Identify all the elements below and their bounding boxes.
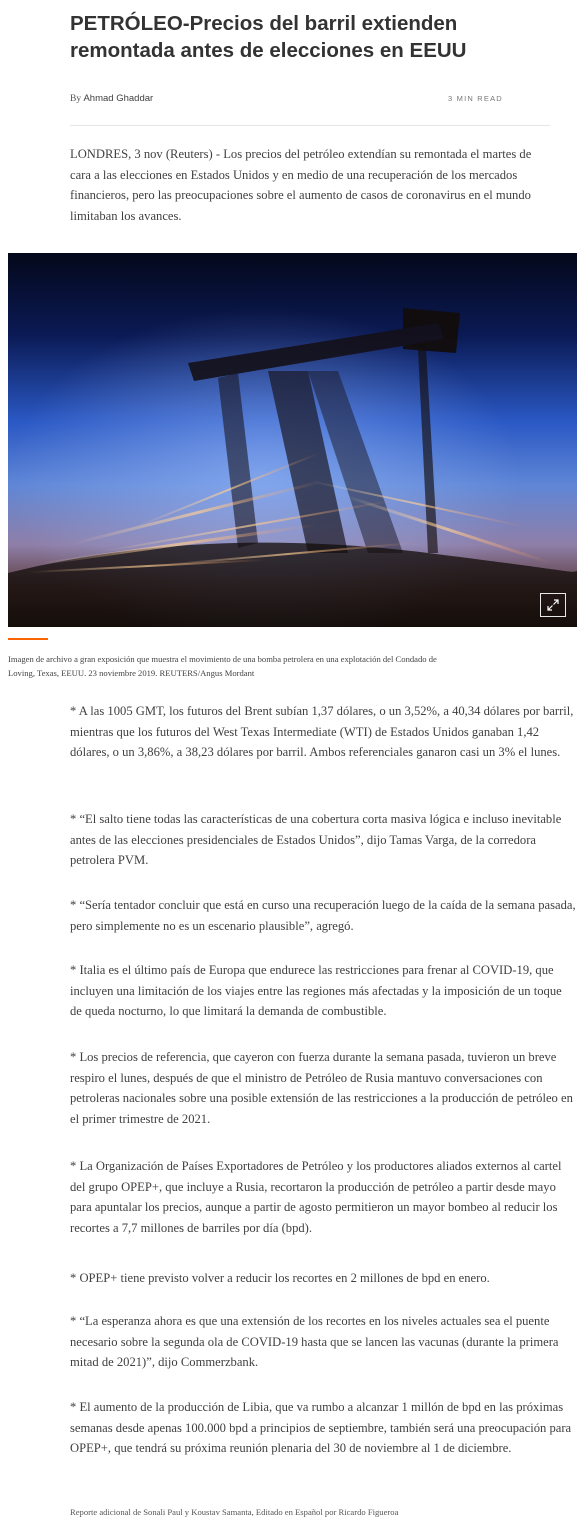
body-paragraph: * El aumento de la producción de Libia, que va rumbo a alcanzar 1 millón de bpd en las próximas semanas desde apenas 100.000 bpd a principios de septiembre, también será una preocupación para OPEP+, que tendrá su próxima reunión plenaria del 30 de noviembre al 1 de diciembre.: [70, 1400, 572, 1455]
body-paragraph: * Italia es el último país de Europa que endurece las restricciones para frenar al COVID-19, que incluyen una limitación de los viajes entre las regiones más afectadas y la imposición de un toque de queda nocturno, lo que limitará la demanda de combustible.: [70, 963, 562, 1018]
article-photo: [8, 253, 577, 627]
body-paragraph: * “El salto tiene todas las características de una cobertura corta masiva lógica e incluso inevitable antes de las elecciones presidenciales de Estados Unidos”, dijo Tamas Varga, de la corredora petrolera PVM.: [70, 812, 562, 867]
body-paragraph: * “La esperanza ahora es que una extensión de los recortes en los niveles actuales sea el puente necesario sobre la segunda ola de COVID-19 hasta que se lancen las vacunas (durante la primera mitad de 2021)”, dijo Commerzbank.: [70, 1314, 559, 1369]
body-paragraph: * Los precios de referencia, que cayeron con fuerza durante la semana pasada, tuvieron un breve respiro el lunes, después de que el ministro de Petróleo de Rusia mantuvo conversaciones con petroleras nacionales sobre una posible extensión de las restricciones a la producción de petróleo en el primer trimestre de 2021.: [70, 1050, 573, 1126]
body-paragraph: * La Organización de Países Exportadores de Petróleo y los productores aliados externos al cartel del grupo OPEP+, que incluye a Rusia, recortaron la producción de petróleo a partir desde mayo para apuntalar los precios, aunque a partir de agosto permitieron un mayor bombeo al reducir los recortes a 7,7 millones de barriles por día (bpd).: [70, 1159, 562, 1235]
image-caption: Imagen de archivo a gran exposición que muestra el movimiento de una bomba petrolera en una explotación del Condado de Loving, Texas, EEUU. 23 noviembre 2019. REUTERS/Angus Mordant: [8, 654, 437, 678]
read-time: 3 MIN READ: [448, 94, 503, 103]
caption-accent-rule: [8, 638, 48, 640]
article-headline: PETRÓLEO-Precios del barril extienden remontada antes de elecciones en EEUU: [70, 12, 467, 62]
expand-image-button[interactable]: [540, 593, 566, 617]
body-paragraph: * OPEP+ tiene previsto volver a reducir los recortes en 2 millones de bpd en enero.: [70, 1271, 490, 1285]
body-paragraph: * “Sería tentador concluir que está en curso una recuperación luego de la caída de la semana pasada, pero simplemente no es un escenario plausible”, agregó.: [70, 898, 576, 933]
editorial-credit: Reporte adicional de Sonali Paul y Koustav Samanta, Editado en Español por Ricardo Figueroa: [70, 1507, 399, 1517]
author-link[interactable]: Ahmad Ghaddar: [83, 93, 154, 104]
header-divider: [70, 125, 550, 126]
lead-paragraph: LONDRES, 3 nov (Reuters) - Los precios del petróleo extendían su remontada el martes de cara a las elecciones en Estados Unidos y en medio de una recuperación de los mercados financieros, pero las preocupaciones sobre el aumento de casos de coronavirus en el mundo limitaban los avances.: [70, 147, 532, 223]
byline-prefix: By: [70, 94, 82, 104]
byline-row: [70, 93, 550, 109]
byline: [70, 93, 153, 104]
body-paragraph: * A las 1005 GMT, los futuros del Brent subían 1,37 dólares, o un 3,52%, a 40,34 dólares por barril, mientras que los futuros del West Texas Intermediate (WTI) de Estados Unidos ganaban 1,42 dólares, o un 3,86%, a 38,23 dólares por barril. Ambos referenciales ganaron casi un 3% el lunes.: [70, 704, 574, 759]
expand-icon: [546, 598, 560, 612]
oil-pump-photo: [8, 253, 577, 627]
